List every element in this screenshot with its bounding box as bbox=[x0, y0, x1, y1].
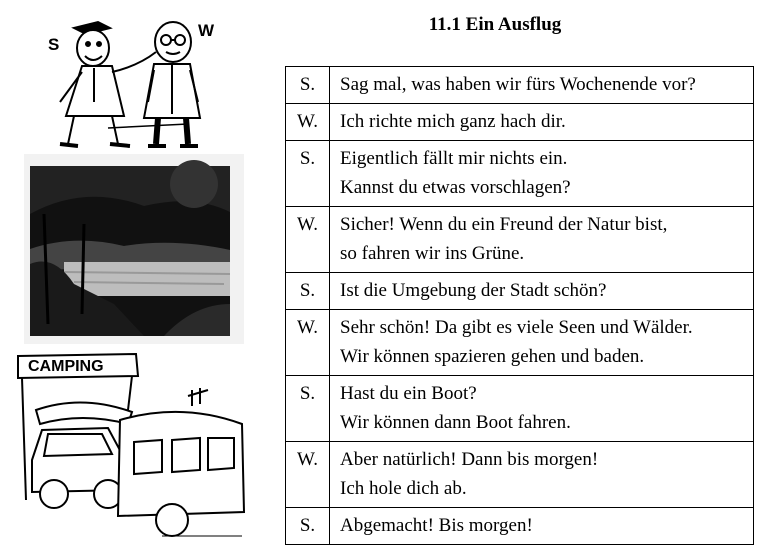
dialog-row bbox=[286, 508, 754, 545]
dialog-table bbox=[285, 66, 754, 545]
dialog-text bbox=[330, 67, 754, 104]
dialog-line: Wir können dann Boot fahren. bbox=[340, 412, 571, 433]
dialog-line: Sehr schön! Da gibt es viele Seen und Wälder. bbox=[340, 317, 693, 338]
speaker: W. bbox=[286, 207, 330, 273]
dialog-line: Kannst du etwas vorschlagen? bbox=[340, 177, 571, 198]
dialog-line: so fahren wir ins Grüne. bbox=[340, 243, 525, 264]
dialog-row bbox=[286, 273, 754, 310]
photo-lake bbox=[24, 154, 244, 344]
dialog-row bbox=[286, 67, 754, 104]
dialog-row bbox=[286, 207, 754, 273]
dialog-text bbox=[330, 310, 754, 376]
dialog-row bbox=[286, 442, 754, 508]
dialog-text bbox=[330, 508, 754, 545]
dialog-line: Aber natürlich! Dann bis morgen! bbox=[340, 449, 599, 470]
dialog-text bbox=[330, 141, 754, 207]
dialog-line: Ich hole dich ab. bbox=[340, 478, 467, 499]
illustration-camping bbox=[12, 350, 252, 546]
dialog-line: Ich richte mich ganz hach dir. bbox=[340, 111, 566, 132]
dialog-text bbox=[330, 273, 754, 310]
dialog-text bbox=[330, 442, 754, 508]
dialog-text bbox=[330, 207, 754, 273]
speaker: S. bbox=[286, 67, 330, 104]
dialog-text bbox=[330, 376, 754, 442]
dialog-text bbox=[330, 104, 754, 141]
label-w: W bbox=[198, 21, 215, 40]
dialog-row bbox=[286, 376, 754, 442]
page-title: 11.1 Ein Ausflug bbox=[428, 14, 562, 35]
dialog-line: Ist die Umgebung der Stadt schön? bbox=[340, 280, 607, 301]
speaker: S. bbox=[286, 141, 330, 207]
dialog-line: Wir können spazieren gehen und baden. bbox=[340, 346, 645, 367]
speaker: W. bbox=[286, 310, 330, 376]
illustration-two-men bbox=[38, 6, 234, 152]
dialog-line: Eigentlich fällt mir nichts ein. bbox=[340, 148, 568, 169]
dialog-row bbox=[286, 104, 754, 141]
speaker: W. bbox=[286, 442, 330, 508]
label-s: S bbox=[48, 35, 60, 54]
dialog-row bbox=[286, 310, 754, 376]
dialog-line: Hast du ein Boot? bbox=[340, 383, 477, 404]
speaker: S. bbox=[286, 376, 330, 442]
speaker: W. bbox=[286, 104, 330, 141]
dialog-line: Sicher! Wenn du ein Freund der Natur bist, bbox=[340, 214, 668, 235]
camping-sign-text: CAMPING bbox=[28, 358, 104, 375]
dialog-row bbox=[286, 141, 754, 207]
dialog-line: Abgemacht! Bis morgen! bbox=[340, 515, 533, 536]
speaker: S. bbox=[286, 273, 330, 310]
dialog-line: Sag mal, was haben wir fürs Wochenende vor? bbox=[340, 74, 696, 95]
speaker: S. bbox=[286, 508, 330, 545]
